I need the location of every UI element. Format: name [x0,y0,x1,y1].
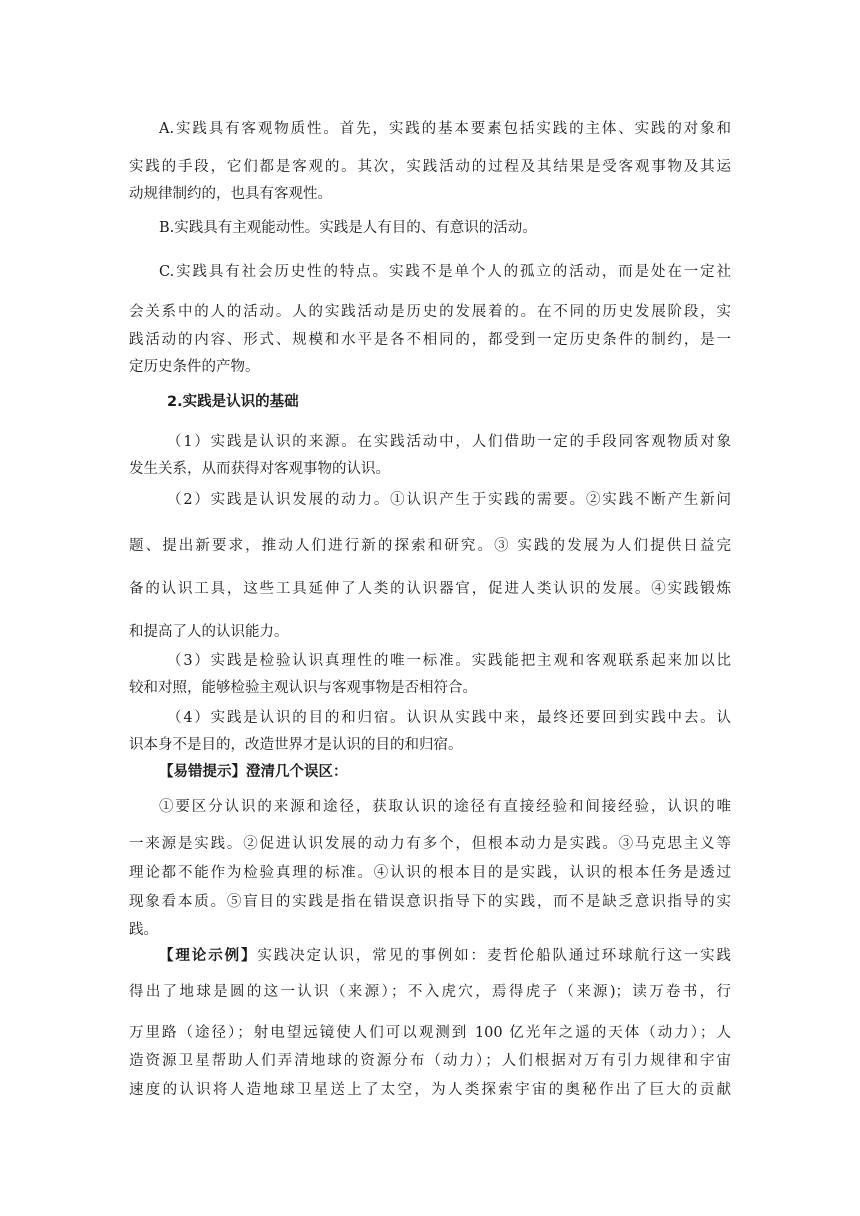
point-2-line-1: （2）实践是认识发展的动力。①认识产生于实践的需要。②实践不断产生新问 [167,492,731,508]
example-label: 【理论示例】 [159,948,258,964]
point-4-line-1: （4）实践是认识的目的和归宿。认识从实践中来，最终还要回到实践中去。认 [167,710,731,726]
paragraph-c-line-3: 践活动的内容、形式、规模和水平是各不相同的，都受到一定历史条件的制约，是一 [129,332,731,348]
paragraph-c-line-1: C.实践具有社会历史性的特点。实践不是单个人的孤立的活动，而是处在一定社 [159,264,731,280]
tip-line-4: 现象看本质。⑤盲目的实践是指在错误意识指导下的实践，而不是缺乏意识指导的实 [129,894,731,910]
point-2-line-2: 题、提出新要求，推动人们进行新的探索和研究。③ 实践的发展为人们提供日益完 [129,538,731,554]
paragraph-a-line-3: 动规律制约的，也具有客观性。 [129,186,332,202]
paragraph-c-line-4: 定历史条件的产物。 [129,359,260,375]
example-line-3: 万里路（途径）；射电望远镜使人们可以观测到 100 亿光年之遥的天体（动力）；人 [129,1025,731,1041]
point-1-line-1: （1）实践是认识的来源。在实践活动中，人们借助一定的手段同客观物质对象 [167,434,731,450]
paragraph-c-line-2: 会关系中的人的活动。人的实践活动是历史的发展着的。在不同的历史发展阶段，实 [129,304,731,320]
tip-line-3: 理论都不能作为检验真理的标准。④认识的根本目的是实践，认识的根本任务是透过 [129,865,731,881]
point-2-line-4: 和提高了人的认识能力。 [129,624,289,640]
point-1-line-2: 发生关系，从而获得对客观事物的认识。 [129,461,390,477]
example-line-4: 造资源卫星帮助人们弄清地球的资源分布（动力）；人们根据对万有引力规律和宇宙 [129,1053,731,1069]
point-3-line-2: 较和对照，能够检验主观认识与客观事物是否相符合。 [129,680,477,696]
point-2-line-3: 备的认识工具，这些工具延伸了人类的认识器官，促进人类认识的发展。④实践锻炼 [129,581,731,597]
paragraph-b-line-1: B.实践具有主观能动性。实践是人有目的、有意识的活动。 [159,220,537,236]
paragraph-a-line-2: 实践的手段，它们都是客观的。其次，实践活动的过程及其结果是受客观事物及其运 [129,159,731,175]
example-line-1 [159,946,731,966]
example-line-1-text: 实践决定认识，常见的事例如：麦哲伦船队通过环球航行这一实践 [257,948,732,964]
point-4-line-2: 识本身不是目的，改造世界才是认识的目的和归宿。 [129,737,463,753]
tip-line-2: 一来源是实践。②促进认识发展的动力有多个，但根本动力是实践。③马克思主义等 [129,836,731,852]
section-heading: 2.实践是认识的基础 [167,394,299,410]
example-line-5: 速度的认识将人造地球卫星送上了太空，为人类探索宇宙的奥秘作出了巨大的贡献 [129,1082,731,1098]
tip-line-5: 践。 [129,922,158,938]
tip-line-1: ①要区分认识的来源和途径，获取认识的途径有直接经验和间接经验，认识的唯 [159,799,731,815]
example-line-2: 得出了地球是圆的这一认识（来源）；不入虎穴，焉得虎子（来源)；读万卷书，行 [129,984,731,1000]
paragraph-a-line-1: A.实践具有客观物质性。首先，实践的基本要素包括实践的主体、实践的对象和 [159,121,731,137]
point-3-line-1: （3）实践是检验认识真理性的唯一标准。实践能把主观和客观联系起来加以比 [167,653,731,669]
tip-heading: 【易错提示】澄清几个误区： [159,764,348,780]
